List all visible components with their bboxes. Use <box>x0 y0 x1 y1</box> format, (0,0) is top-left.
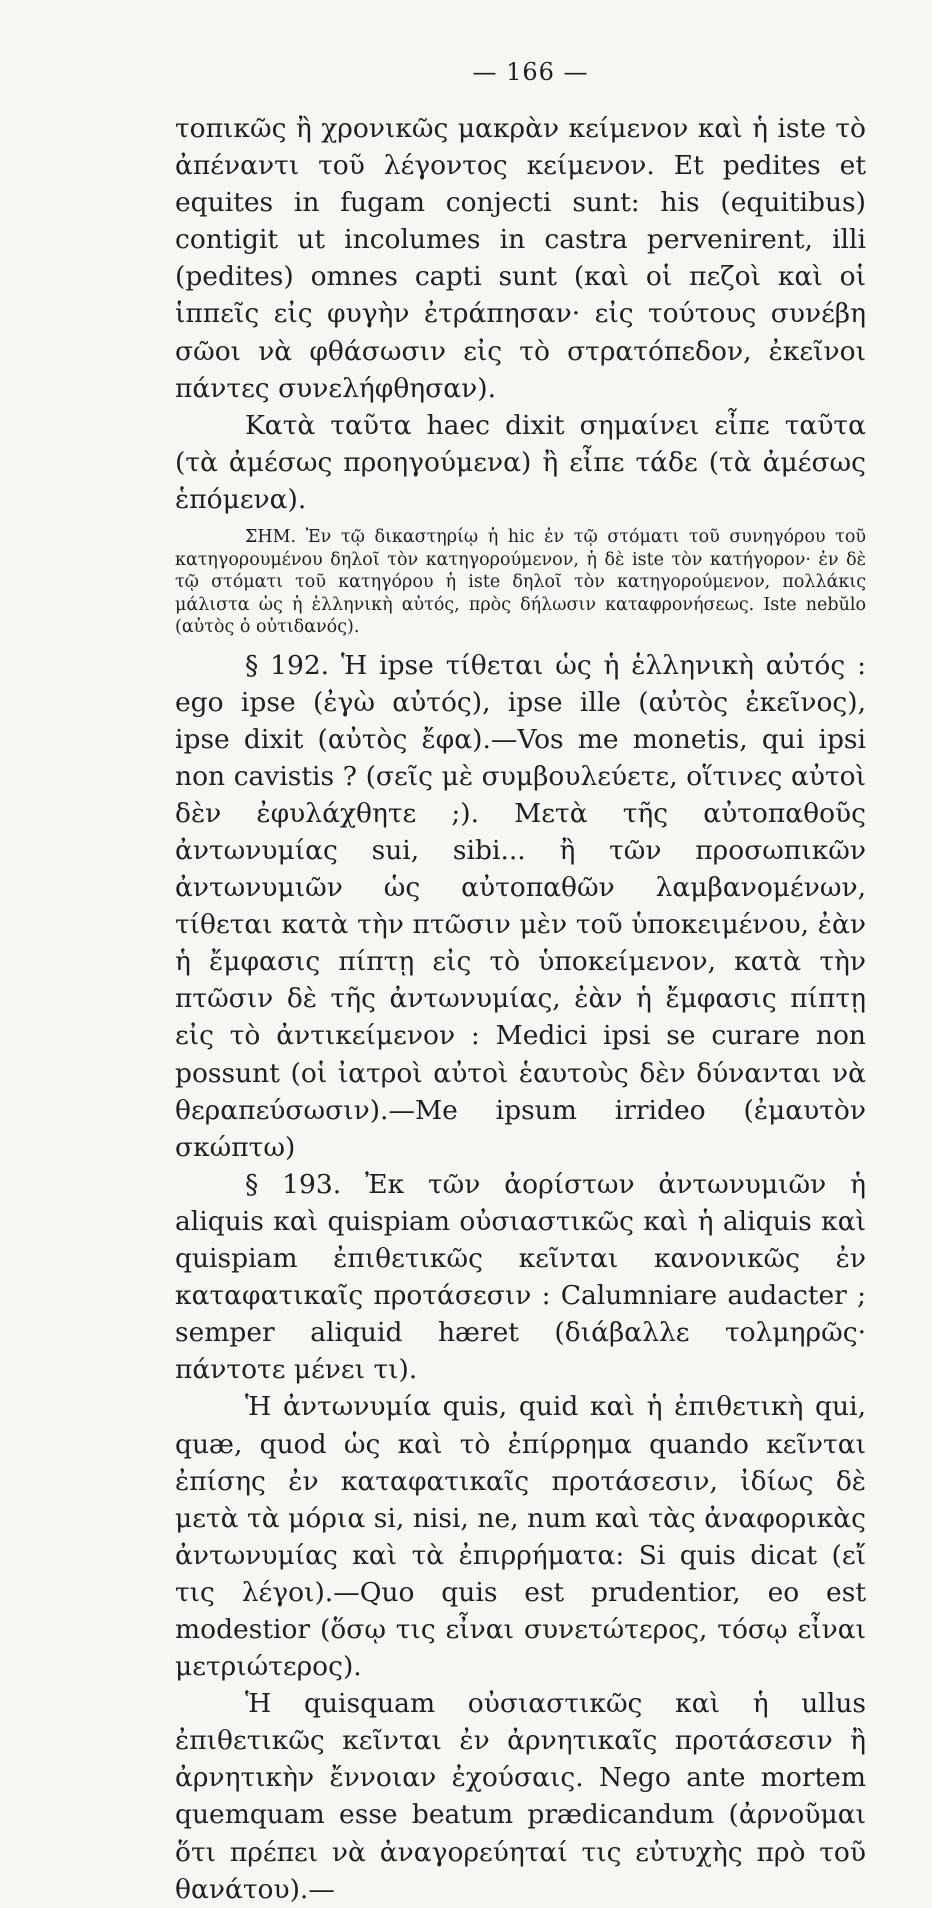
paragraph-continuation: τοπικῶς ἢ χρονικῶς μακρὰν κείμενον καὶ ἡ iste τὸ ἀπέναντι τοῦ λέγοντος κείμενον. Et pedites et equites in fugam conjecti sunt: his (equitibus) contigit ut incolumes in castra pervenirent, illi (pedites) omnes capti sunt (καὶ οἱ πεζοὶ καὶ οἱ ἱππεῖς εἰς φυγὴν ἐτράπησαν· εἰς τούτους συνέβη σῶοι νὰ φθάσωσιν εἰς τὸ στρατόπεδον, ἐκεῖνοι πάντες συνελήφθησαν). <box>175 113 866 404</box>
paragraph-section-193: § 193. Ἐκ τῶν ἀορίστων ἀντωνυμιῶν ἡ aliquis καὶ quispiam οὐσιαστικῶς καὶ ἡ aliquis καὶ quispiam ἐπιθετικῶς κεῖνται κανονικῶς ἐν καταφατικαῖς προτάσεσιν : Calumniare audacter ; semper aliquid hæret (διάβαλλε τολμηρῶς· πάντοτε μένει τι). <box>175 1168 866 1386</box>
paragraph-section-192: § 192. Ἡ ipse τίθεται ὡς ἡ ἑλληνικὴ αὐτός : ego ipse (ἐγὼ αὐτός), ipse ille (αὐτὸς ἐκεῖνος), ipse dixit (αὐτὸς ἔφα).—Vos me monetis, qui ipsi non cavistis ? (σεῖς μὲ συμβουλεύετε, οἵτινες αὐτοὶ δὲν ἐφυλάχθητε ;). Μετὰ τῆς αὐτοπαθοῦς ἀντωνυμίας sui, sibi... ἢ τῶν προσωπικῶν ἀντωνυμιῶν ὡς αὐτοπαθῶν λαμβανομένων, τίθεται κατὰ τὴν πτῶσιν μὲν τοῦ ὑποκειμένου, ἐὰν ἡ ἔμφασις πίπτῃ εἰς τὸ ὑποκείμενον, κατὰ τὴν πτῶσιν δὲ τῆς ἀντωνυμίας, ἐὰν ἡ ἔμφασις πίπτῃ εἰς τὸ ἀντικείμενον : Medici ipsi se curare non possunt (οἱ ἰατροὶ αὐτοὶ ἑαυτοὺς δὲν δύνανται νὰ θεραπεύσωσιν).—Me ipsum irrideo (ἐμαυτὸν σκώπτω) <box>175 649 866 1163</box>
paragraph-kata-tauta: Κατὰ ταῦτα haec dixit σημαίνει εἶπε ταῦτα (τὰ ἀμέσως προηγούμενα) ἢ εἶπε τάδε (τὰ ἀμέσως ἑπόμενα). <box>175 409 866 515</box>
page-number: — 166 — <box>472 58 589 86</box>
paragraph-note: ΣΗΜ. Ἐν τῷ δικαστηρίῳ ἡ hic ἐν τῷ στόματι τοῦ συνηγόρου τοῦ κατηγορουμένου δηλοῖ τὸν κατηγορούμενον, ἡ δὲ iste τὸν κατήγορον· ἐν δὲ τῷ στόματι τοῦ κατηγόρου ἡ iste δηλοῖ τὸν κατηγορούμενον, πολλάκις μάλιστα ὡς ἡ ἑλληνικὴ αὐτός, πρὸς δήλωσιν καταφρονήσεως. Iste nebŭlo (αὐτὸς ὁ οὐτιδανός). <box>175 527 866 638</box>
paragraph-quisquam: Ἡ quisquam οὐσιαστικῶς καὶ ἡ ullus ἐπιθετικῶς κεῖνται ἐν ἀρνητικαῖς προτάσεσιν ἢ ἀρνητικὴν ἔννοιαν ἐχούσαις. Nego ante mortem quemquam esse beatum prædicandum (ἀρνοῦμαι ὅτι πρέπει νὰ ἀναγορεύηταί τις εὐτυχὴς πρὸ τοῦ θανάτου).— <box>175 1688 866 1905</box>
paragraph-quis-quid: Ἡ ἀντωνυμία quis, quid καὶ ἡ ἐπιθετικὴ qui, quæ, quod ὡς καὶ τὸ ἐπίρρημα quando κεῖνται ἐπίσης ἐν καταφατικαῖς προτάσεσιν, ἰδίως δὲ μετὰ τὰ μόρια si, nisi, ne, num καὶ τὰς ἀναφορικὰς ἀντωνυμίας καὶ τὰ ἐπιρρήματα: Si quis dicat (εἴ τις λέγοι).—Quo quis est prudentior, eo est modestior (ὅσῳ τις εἶναι συνετώτερος, τόσῳ εἶναι μετριώτερος). <box>175 1391 866 1683</box>
